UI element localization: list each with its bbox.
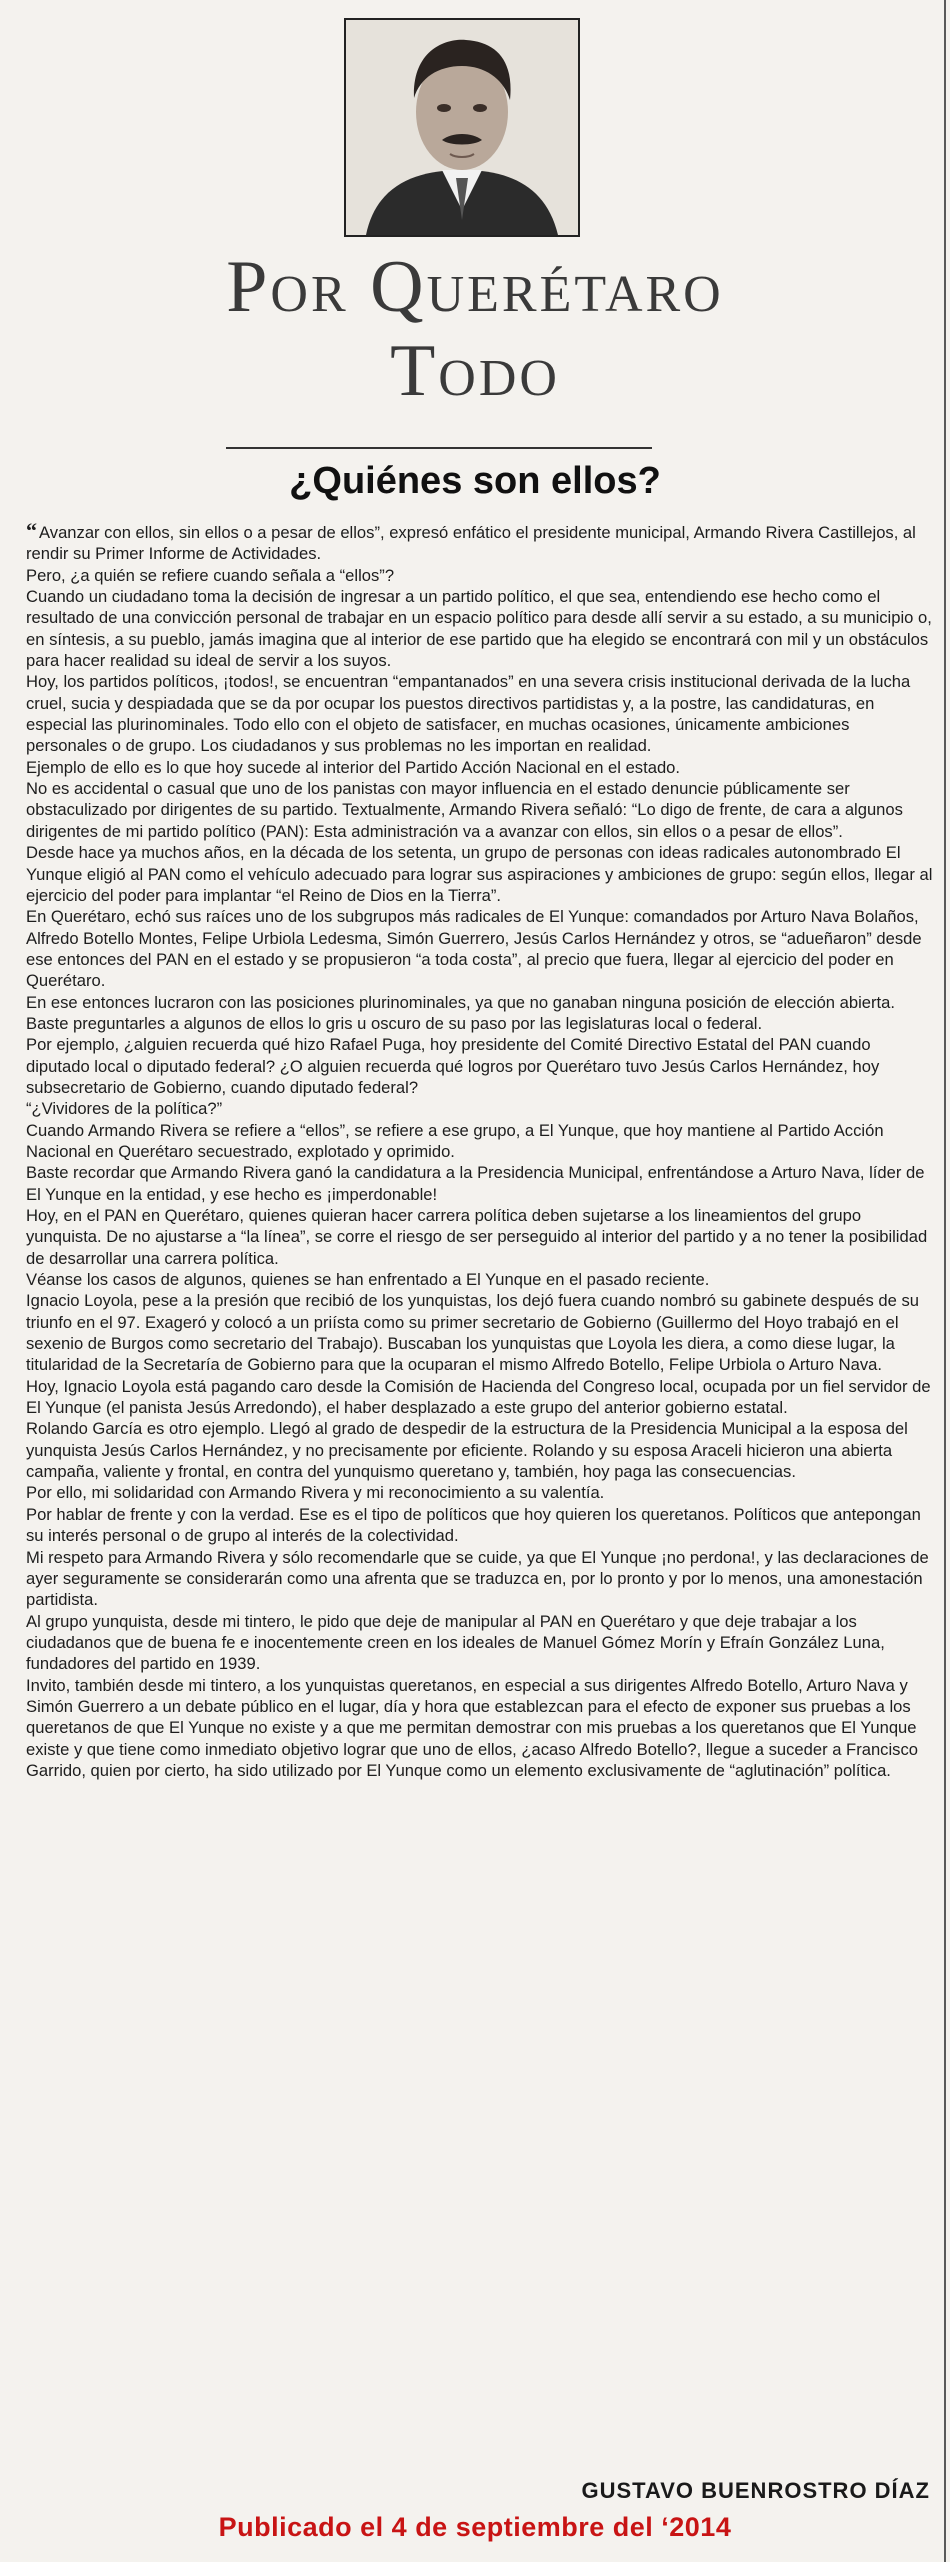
article-paragraph: Al grupo yunquista, desde mi tintero, le pido que deje de manipular al PAN en Querétaro y que deje trabajar a los ciudadanos que de buena fe e inocentemente creen en los ideales de Manuel Gómez Morín y Efraín González Luna, fundadores del partido en 1939. bbox=[26, 1611, 885, 1674]
article-paragraph: Hoy, Ignacio Loyola está pagando caro desde la Comisión de Hacienda del Congreso local, ocupada por un fiel servidor de El Yunque (el panista Jesús Arredondo), el haber desplazado a este grupo del anterior gobierno estatal. bbox=[26, 1376, 931, 1418]
article-paragraph: Ejemplo de ello es lo que hoy sucede al interior del Partido Acción Nacional en el estado. bbox=[26, 757, 681, 777]
article-paragraph: Rolando García es otro ejemplo. Llegó al grado de despedir de la estructura de la Presidencia Municipal a la esposa del yunquista Jesús Carlos Hernández, y no precisamente por eficiente. Rolando y su esposa Araceli hicieron una abierta campaña, valiente y frontal, en contra del yunquismo queretano y, también, hoy paga las consecuencias. bbox=[26, 1419, 908, 1482]
article-headline: ¿Quiénes son ellos? bbox=[289, 460, 661, 502]
article-paragraph: Mi respeto para Armando Rivera y sólo recomendarle que se cuide, ya que El Yunque ¡no perdona!, y las declaraciones de ayer seguramente se considerarán como una afrenta que se traduzca en, por lo pronto y por lo menos, una amonestación partidista. bbox=[26, 1547, 929, 1610]
article-paragraph: Desde hace ya muchos años, en la década de los setenta, un grupo de personas con ideas radicales autonombrado El Yunque eligió al PAN como el vehículo adecuado para lograr sus aspiraciones y ambiciones de grupo: según ellos, llegar al ejercicio del poder para implantar “el Reino de Dios en la Tierra”. bbox=[26, 843, 933, 905]
article-paragraph: Cuando un ciudadano toma la decisión de ingresar a un partido político, el que sea, entendiendo ese hecho como el resultado de una convicción personal de trabajar en un espacio político para desde allí servir a su estado, a su municipio o, en síntesis, a su pueblo, jamás imagina que al interior de ese partido que ha elegido se encontrará con mil y un obstáculos para hacer realidad su ideal de servir a los suyos. bbox=[26, 587, 932, 671]
article-paragraph: Véanse los casos de algunos, quienes se han enfrentado a El Yunque en el pasado reciente. bbox=[26, 1270, 710, 1290]
article-paragraph: Baste recordar que Armando Rivera ganó la candidatura a la Presidencia Municipal, enfrentándose a Arturo Nava, líder de El Yunque en la entidad, y ese hecho es ¡imperdonable! bbox=[26, 1163, 925, 1204]
article-paragraph: “¿Vividores de la política?” bbox=[26, 1099, 223, 1119]
open-quote-mark: “ bbox=[26, 518, 37, 543]
article-paragraph: Invito, también desde mi tintero, a los yunquistas queretanos, en especial a sus dirigentes Alfredo Botello, Arturo Nava y Simón Guerrero a un debate público en el lugar, día y hora que establezcan para el efecto de exponer sus pruebas a los queretanos de que El Yunque no existe y a que me permitan demostrar con mis pruebas a los queretanos que El Yunque existe y que tiene como inmediato objetivo lograr que uno de ellos, ¿acaso Alfredo Botello?, llegue a suceder a Francisco Garrido, quien por cierto, ha sido utilizado por El Yunque como un elemento exclusivamente de “aglutinación” política. bbox=[26, 1675, 918, 1780]
masthead-line-2: Todo bbox=[390, 330, 560, 412]
article-paragraph bbox=[26, 518, 934, 565]
article-paragraph: Hoy, en el PAN en Querétaro, quienes quieran hacer carrera política deben sujetarse a los lineamientos del grupo yunquista. De no ajustarse a “la línea”, se corre el riesgo de ser perseguido al interior del partido y a no tener la posibilidad de desarrollar una carrera política. bbox=[26, 1206, 928, 1268]
author-byline: GUSTAVO BUENROSTRO DÍAZ bbox=[581, 2478, 930, 2503]
masthead-line-1: Por Querétaro bbox=[226, 246, 724, 328]
article-paragraph: Cuando Armando Rivera se refiere a “ellos”, se refiere a ese grupo, a El Yunque, que hoy mantiene al Partido Acción Nacional en Querétaro secuestrado, explotado y oprimido. bbox=[26, 1120, 884, 1161]
article-body bbox=[26, 518, 934, 1781]
article-paragraph: Por ello, mi solidaridad con Armando Rivera y mi reconocimiento a su valentía. bbox=[26, 1483, 605, 1503]
article-paragraph: Pero, ¿a quién se refiere cuando señala a “ellos”? bbox=[26, 565, 395, 585]
paragraph-text: Avanzar con ellos, sin ellos o a pesar de ellos”, expresó enfático el presidente municipal, Armando Rivera Castillejos, al rendir su Primer Informe de Actividades. bbox=[26, 523, 916, 564]
article-paragraph: Por ejemplo, ¿alguien recuerda qué hizo Rafael Puga, hoy presidente del Comité Directivo Estatal del PAN cuando diputado local o diputado federal? ¿O alguien recuerda qué logros por Querétaro tuvo Jesús Carlos Hernández, hoy subsecretario de Gobierno, cuando diputado federal? bbox=[26, 1035, 880, 1097]
column-masthead bbox=[0, 245, 950, 413]
article-paragraph: Por hablar de frente y con la verdad. Ese es el tipo de políticos que hoy quieren los queretanos. Políticos que antepongan su interés personal o de grupo al interés de la colectividad. bbox=[26, 1504, 921, 1546]
article-paragraph: En Querétaro, echó sus raíces uno de los subgrupos más radicales de El Yunque: comandados por Arturo Nava Bolaños, Alfredo Botello Montes, Felipe Urbiola Ledesma, Simón Guerrero, Jesús Carlos Hernández y otros, se “adueñaron” desde ese entonces del PAN en el estado y se propusieron “a toda costa”, al precio que fuera, llegar al ejercicio del poder en Querétaro. bbox=[26, 907, 922, 991]
article-paragraph: No es accidental o casual que uno de los panistas con mayor influencia en el estado denuncie públicamente ser obstaculizado por dirigentes de su partido. Textualmente, Armando Rivera señaló: “Lo digo de frente, de cara a algunos dirigentes de mi partido político (PAN): Esta administración va a avanzar con ellos, sin ellos o a pesar de ellos”. bbox=[26, 779, 903, 841]
author-portrait-illustration bbox=[346, 20, 578, 235]
article-paragraph: En ese entonces lucraron con las posiciones plurinominales, ya que no ganaban ninguna posición de elección abierta. Baste preguntarles a algunos de ellos lo gris u oscuro de su paso por las legislaturas local o federal. bbox=[26, 992, 895, 1033]
article-paragraph: Hoy, los partidos políticos, ¡todos!, se encuentran “empantanados” en una severa crisis institucional derivada de la lucha cruel, sucia y despiadada que se da por ocupar los puestos directivos partidistas y, a la postre, las candidaturas, en especial las plurinominales. Todo ello con el objeto de satisfacer, en muchas ocasiones, únicamente ambiciones personales o de grupo. Los ciudadanos y sus problemas no les importan en realidad. bbox=[26, 672, 911, 756]
article-paragraph: Ignacio Loyola, pese a la presión que recibió de los yunquistas, los dejó fuera cuando nombró su gabinete después de su triunfo en el 97. Exageró y colocó a un priísta como su primer secretario de Gobierno (Guillermo del Hoyo trabajó en el sexenio de Burgos como secretario del Trabajo). Buscaban los yunquistas que Loyola les diera, a como diese lugar, la titularidad de la Secretaría de Gobierno para que la ocuparan el mismo Alfredo Botello, Felipe Urbiola o Arturo Nava. bbox=[26, 1291, 919, 1375]
author-photo bbox=[344, 18, 580, 237]
title-divider bbox=[226, 447, 652, 449]
publication-date: Publicado el 4 de septiembre del ‘2014 bbox=[218, 2512, 732, 2542]
